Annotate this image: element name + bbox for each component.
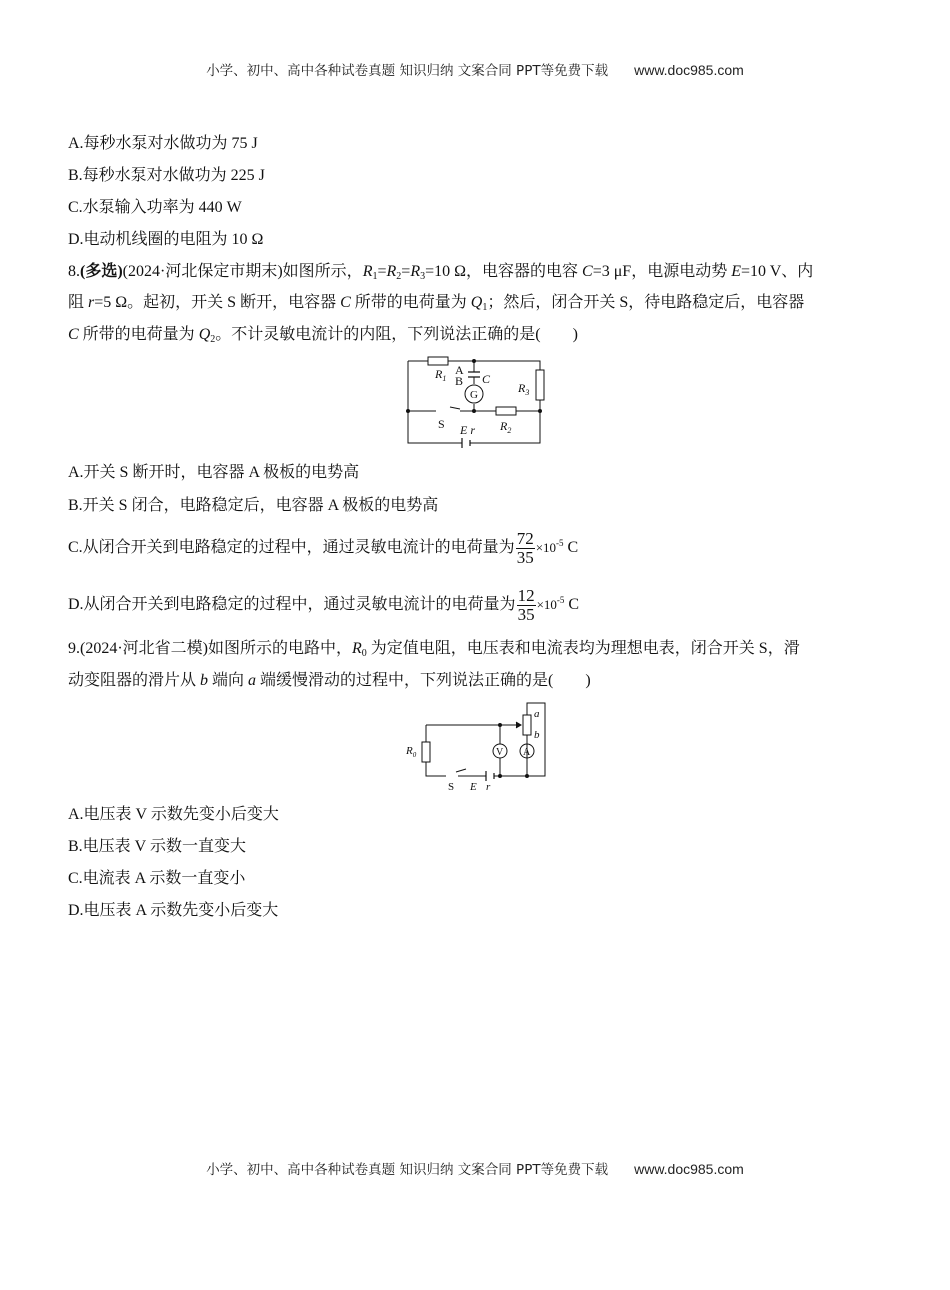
q8-line-1: 8.(多选)(2024·河北保定市期末)如图所示，$R_1=R_2=R_3=10$ Ω，电容器的电容 C=3 μF，电源电动势 E=10 V、内 bbox=[68, 263, 814, 282]
svg-text:G: G bbox=[470, 389, 478, 401]
svg-text:V: V bbox=[496, 747, 504, 758]
q8-option-d: D.从闭合开关到电路稳定的过程中，通过灵敏电流计的电荷量为 $\frac{12}{35}$ $\times 10^{-5}$ C bbox=[68, 585, 580, 624]
svg-text:R2: $R_2$ bbox=[500, 419, 512, 435]
q7-option-d: D.电动机线圈的电阻为 10 Ω bbox=[68, 231, 264, 248]
svg-text:R1: $R_1$ bbox=[435, 367, 447, 383]
svg-text:S: S bbox=[438, 417, 445, 431]
q8-option-b: B.开关 S 闭合，电路稳定后，电容器 A 极板的电势高 bbox=[68, 497, 439, 514]
q9-circuit-diagram bbox=[400, 700, 560, 795]
q7-option-a: A.每秒水泵对水做功为 75 J bbox=[68, 135, 258, 152]
svg-text:A: A bbox=[523, 747, 531, 758]
footer-url[interactable]: www.doc985.com bbox=[634, 1161, 744, 1177]
svg-text:A: A bbox=[455, 363, 464, 377]
svg-text:a: a bbox=[534, 708, 540, 720]
q8-option-a: A.开关 S 断开时，电容器 A 极板的电势高 bbox=[68, 464, 360, 481]
page-header bbox=[0, 59, 950, 79]
q8-circuit-diagram bbox=[400, 352, 550, 452]
q9-option-a: A.电压表 V 示数先变小后变大 bbox=[68, 806, 279, 823]
q7-option-b: B.每秒水泵对水做功为 225 J bbox=[68, 167, 265, 184]
q9-option-b: B.电压表 V 示数一直变大 bbox=[68, 838, 246, 855]
svg-text:E: E bbox=[470, 781, 477, 793]
q8-option-c: C.从闭合开关到电路稳定的过程中，通过灵敏电流计的电荷量为 $\frac{72}{35}$ $\times 10^{-5}$ C bbox=[68, 528, 579, 567]
page-footer bbox=[0, 1158, 950, 1178]
svg-text:S: S bbox=[448, 781, 455, 793]
svg-text:r: r bbox=[486, 781, 491, 793]
svg-text:B: B bbox=[455, 374, 464, 388]
header-text: 小学、初中、高中各种试卷真题 知识归纳 文案合同 PPT等免费下载 bbox=[206, 63, 609, 79]
svg-text:b: b bbox=[534, 729, 540, 741]
q9-option-d: D.电压表 A 示数先变小后变大 bbox=[68, 902, 279, 919]
svg-text:R0: $R_0$ bbox=[406, 745, 417, 759]
header-url[interactable]: www.doc985.com bbox=[634, 62, 744, 78]
svg-text:E r: E r bbox=[460, 423, 475, 437]
q8-line-3: C 所带的电荷量为 $Q_2$。不计灵敏电流计的内阻，下列说法正确的是( ) bbox=[68, 326, 578, 345]
q7-option-c: C.水泵输入功率为 440 W bbox=[68, 199, 242, 216]
q8-line-2: 阻 r=5 Ω。起初，开关 S 断开，电容器 C 所带的电荷量为 $Q_1$；然后，闭合开关 S，待电路稳定后，电容器 bbox=[68, 294, 805, 313]
q9-line-1: 9.(2024·河北省二模)如图所示的电路中，$R_0$ 为定值电阻，电压表和电流表均为理想电表，闭合开关 S，滑 bbox=[68, 640, 800, 659]
footer-text: 小学、初中、高中各种试卷真题 知识归纳 文案合同 PPT等免费下载 bbox=[206, 1162, 609, 1178]
svg-text:C: C bbox=[482, 372, 491, 386]
svg-text:R3: $R_3$ bbox=[518, 381, 530, 397]
q9-option-c: C.电流表 A 示数一直变小 bbox=[68, 870, 246, 887]
q9-line-2: 动变阻器的滑片从 b 端向 a 端缓慢滑动的过程中，下列说法正确的是( ) bbox=[68, 672, 591, 689]
